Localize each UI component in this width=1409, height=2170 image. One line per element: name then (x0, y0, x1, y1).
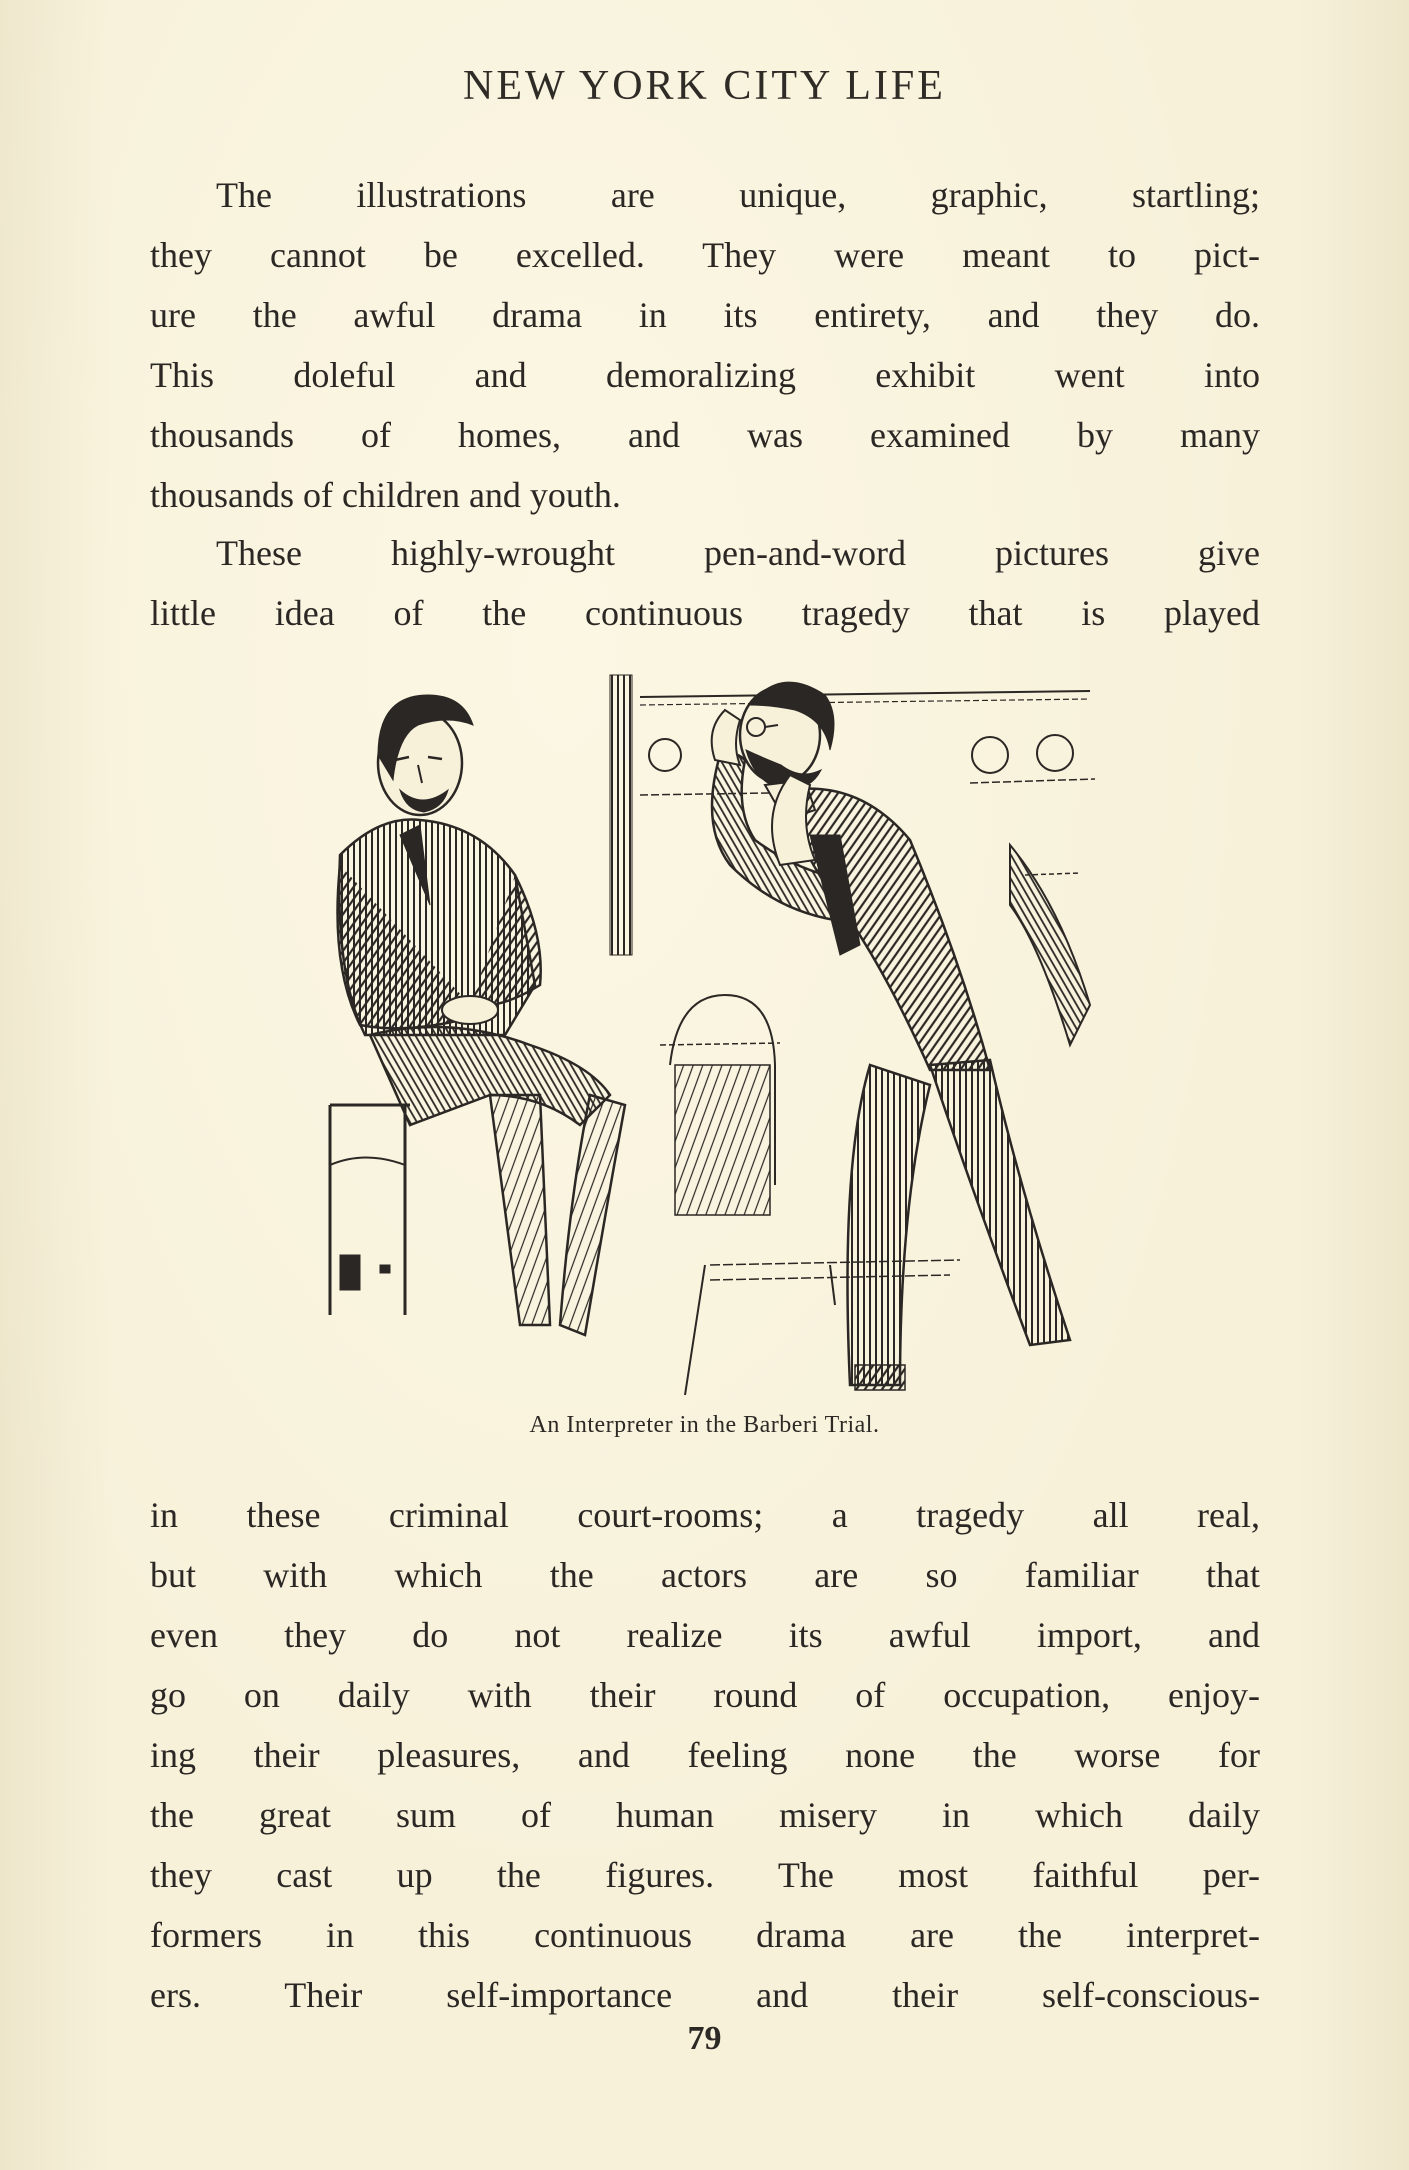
engraving-two-men-courtroom-icon (310, 665, 1100, 1400)
text-line: go on daily with their round of occupation, enjoy- (150, 1675, 1260, 1715)
text-line: ure the awful drama in its entirety, and they do. (150, 295, 1260, 335)
text-line: formers in this continuous drama are the interpret- (150, 1915, 1260, 1955)
text-line: ers. Their self-importance and their self-conscious- (150, 1975, 1260, 2015)
text-line: even they do not realize its awful import, and (150, 1615, 1260, 1655)
interpreter-figure (712, 682, 1090, 1390)
page-number: 79 (687, 2020, 722, 2057)
running-head: NEW YORK CITY LIFE (463, 63, 946, 109)
text-line: but with which the actors are so familiar that (150, 1555, 1260, 1595)
text-line: thousands of children and youth. (150, 475, 621, 515)
text-line: little idea of the continuous tragedy that is played (150, 593, 1260, 633)
figure-caption: An Interpreter in the Barberi Trial. (529, 1412, 880, 1438)
text-line: they cannot be excelled. They were meant to pict- (150, 235, 1260, 275)
text-line: These highly-wrought pen-and-word pictures give (216, 533, 1260, 573)
paragraph-1 (150, 165, 1260, 525)
text-line: The illustrations are unique, graphic, startling; (216, 175, 1260, 215)
text-line: in these criminal court-rooms; a tragedy all real, (150, 1495, 1260, 1535)
text-line: the great sum of human misery in which daily (150, 1795, 1260, 1835)
text-line: ing their pleasures, and feeling none the worse for (150, 1735, 1260, 1775)
text-line: thousands of homes, and was examined by many (150, 415, 1260, 455)
seated-man-figure (330, 695, 625, 1335)
illustration (310, 665, 1100, 1400)
text-line: they cast up the figures. The most faithful per- (150, 1855, 1260, 1895)
text-line: This doleful and demoralizing exhibit went into (150, 355, 1260, 395)
paragraph-2 (150, 523, 1260, 643)
paragraph-3 (150, 1485, 1260, 2025)
